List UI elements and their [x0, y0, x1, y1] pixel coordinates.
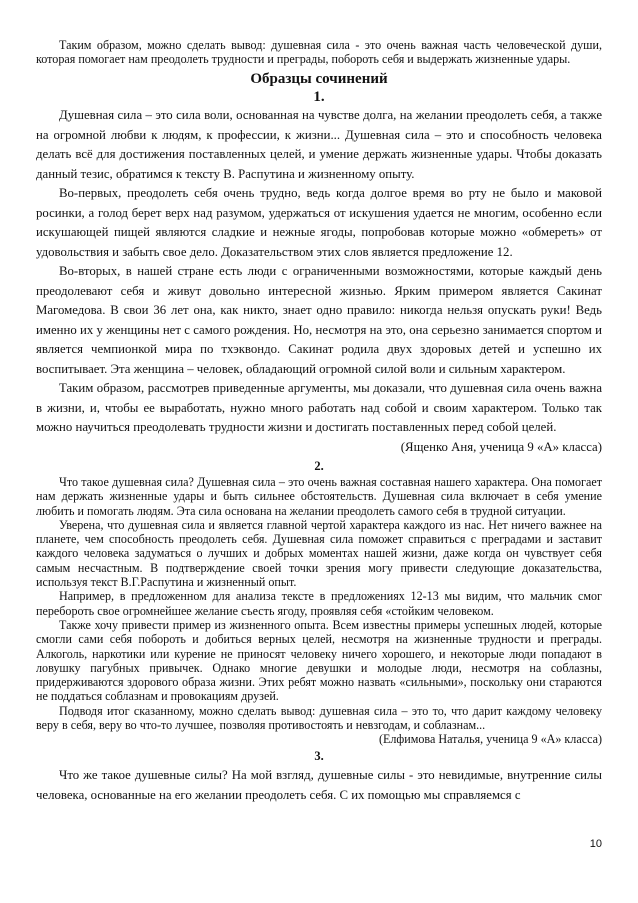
essay-2-paragraph: Уверена, что душевная сила и является главной чертой характера каждого из нас. Нет ничего важнее на планете, чем способность преодолеть себя. Душевная сила поможет справиться с преградами и заставит каждого человека задуматься о лучших и добрых моментах нашей жизни, даже когда он чувствует себя самым несчастным. В подтверждение своей точки зрения могу привести следующие доказательства, используя текст В.Г.Распутина и жизненный опыт. [36, 517, 602, 590]
essay-2-signature: (Елфимова Наталья, ученица 9 «А» класса) [378, 732, 602, 747]
document-page [36, 0, 602, 805]
page-number: 10 [589, 838, 602, 850]
section-title: Образцы сочинений [250, 71, 388, 87]
essay-1-paragraph: Во-первых, преодолеть себя очень трудно, ведь когда долгое время во рту не было и маковой росинки, а голод берет верх над разумом, удержаться от искушения удается не многим, особенно если искушающей пищей являются сладкие и нежные ягоды, попробовав которые можно «обмереть» от удовольствия и забыть свое дело. Доказательством этих слов является предложение 12. [36, 186, 602, 259]
essay-1-number: 1. [313, 89, 325, 105]
essay-3-number: 3. [314, 748, 324, 763]
essay-3 [36, 765, 602, 805]
essay-2-paragraph: Подводя итог сказанному, можно сделать вывод: душевная сила – это то, что дарит каждому человеку веру в себя, веру во что-то лучшее, позволяя противостоять и невзгодам, и соблазнам... [36, 703, 602, 733]
essay-1 [36, 106, 602, 457]
essay-2 [36, 475, 602, 747]
essay-3-paragraph: Что же такое душевные силы? На мой взгляд, душевные силы - это невидимые, внутренние силы человека, основанные на его желании преодолеть себя. С их помощью мы справляемся с [36, 767, 602, 802]
essay-2-number: 2. [314, 459, 324, 473]
essay-1-paragraph: Душевная сила – это сила воли, основанная на чувстве долга, на желании преодолеть себя, а также на огромной любви к людям, к профессии, к жизни... Душевная сила – это и способность человека делать всё для достижения поставленных целей, и умение держать жизненные удары. Чтобы доказать данный тезис, обратимся к тексту В. Распутина и жизненному опыту. [36, 108, 602, 181]
intro-paragraph: Таким образом, можно сделать вывод: душевная сила - это очень важная часть человеческой души, которая помогает нам преодолеть трудности и преграды, побороть себя и выдержать жизненные удары. [36, 38, 602, 66]
essay-1-signature: (Ященко Аня, ученица 9 «А» класса) [400, 439, 602, 454]
essay-2-paragraph: Например, в предложенном для анализа тексте в предложениях 12-13 мы видим, что мальчик смог перебороть свое огромнейшее желание съесть ягоду, проявляя себя «стойким человеком. [36, 589, 602, 618]
essay-1-paragraph: Таким образом, рассмотрев приведенные аргументы, мы доказали, что душевная сила очень важна в жизни, и, чтобы ее выработать, нужно много работать над собой и своим характером. Только так можно научиться преодолевать трудности жизни и достигать поставленных перед собой целей. [36, 381, 602, 434]
essay-2-paragraph: Что такое душевная сила? Душевная сила – это очень важная составная нашего характера. Она помогает нам держать жизненные удары и быть сильнее обстоятельств. Душевная сила включает в себя умение любить и помогать людям. Эта сила основана на желании преодолеть самого себя в трудной ситуации. [36, 475, 602, 518]
essay-2-paragraph: Также хочу привести пример из жизненного опыта. Всем известны примеры успешных людей, которые смогли сами себя побороть и добиться верных целей, несмотря на жизненные трудности и преграды. Алкоголь, наркотики или курение не приносят человеку ничего хорошего, и некоторые люди попадают в ловушку пагубных привычек. Однако многие девушки и молодые люди, несмотря на соблазны, придерживаются здорового образа жизни. Этих ребят можно назвать «сильными», поскольку они стараются не поддаться соблазнам и провокациям друзей. [36, 617, 602, 704]
essay-1-paragraph: Во-вторых, в нашей стране есть люди с ограниченными возможностями, которые каждый день преодолевают себя и живут довольно интересной жизнью. Ярким примером является Сакинат Магомедова. В свои 36 лет она, как никто, знает одно правило: никогда нельзя опускать руки! Ведь именно их у женщины нет с самого рождения. Но, несмотря на это, она серьезно занимается спортом и является чемпионкой мира по тхэквондо. Сакинат родила двух здоровых детей и успешно их воспитывает. Эта женщина – человек, обладающий огромной силой воли и сильным характером. [36, 264, 602, 376]
